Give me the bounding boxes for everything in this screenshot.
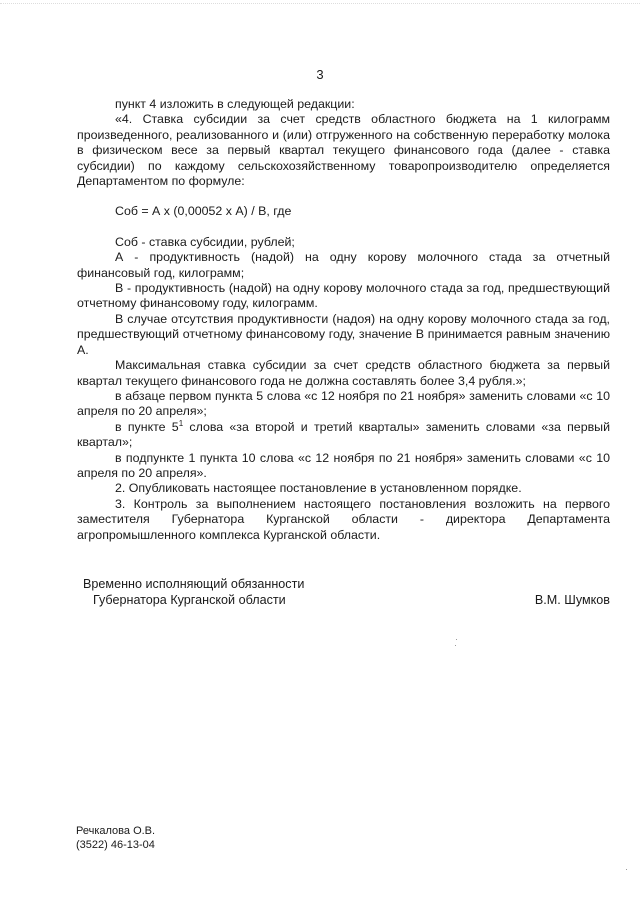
paragraph-item-5: в абзаце первом пункта 5 слова «с 12 ноября по 21 ноября» заменить словами «с 10 апреля по 20 апреля»; bbox=[77, 388, 610, 419]
paragraph-item-4-text: «4. Ставка субсидии за счет средств областного бюджета на 1 килограмм произведенного, реализованного и (или) отгруженного на собственную переработку молока в физическом весе за первый квартал текущего финансового года (далее - ставка субсидии) по каждому сельскохозяйственному товаропроизводителю определяется Департаментом по формуле: bbox=[77, 112, 610, 189]
scan-speck bbox=[456, 639, 457, 640]
scan-speck bbox=[626, 869, 627, 870]
signature-block bbox=[77, 576, 610, 608]
paragraph-item-5-1-end: слова «за второй и третий кварталы» заменить словами «за первый квартал»; bbox=[77, 419, 610, 450]
superscript-1: 1 bbox=[178, 418, 184, 428]
document-body bbox=[77, 97, 610, 543]
definition-sob: Соб - ставка субсидии, рублей; bbox=[115, 234, 295, 249]
page-number: 3 bbox=[316, 67, 324, 82]
signatory-name: В.М. Шумков bbox=[534, 593, 610, 607]
subsidy-formula: Соб = А х (0,00052 х А) / В, где bbox=[115, 204, 292, 219]
contact-block bbox=[76, 824, 155, 852]
paragraph-item-10: в подпункте 1 пункта 10 слова «с 12 ноября по 21 ноября» заменить словами «с 10 апреля по 20 апреля». bbox=[77, 450, 610, 480]
paragraph-item-5-1 bbox=[77, 420, 610, 451]
definition-a: А - продуктивность (надой) на одну корову молочного стада за отчетный финансовый год, килограмм; bbox=[77, 250, 610, 280]
paragraph-item-5-1-start: в пункте 5 bbox=[115, 419, 179, 434]
paragraph-max-rate: Максимальная ставка субсидии за счет средств областного бюджета за первый квартал текущего финансового года не должна составлять более 3,4 рубля.»; bbox=[77, 358, 610, 388]
paragraph-publish: 2. Опубликовать настоящее постановление в установленном порядке. bbox=[115, 481, 522, 496]
contact-name: Речкалова О.В. bbox=[76, 825, 156, 837]
contact-phone: (3522) 46-13-04 bbox=[76, 839, 155, 851]
scan-artifact-top-edge bbox=[0, 3, 640, 8]
paragraph-control: 3. Контроль за выполнением настоящего постановления возложить на первого заместителя Губернатора Курганской области - директора Департамента агропромышленного комплекса Курганской области. bbox=[77, 496, 610, 542]
signatory-title-line-2: Губернатора Курганской области bbox=[93, 593, 286, 607]
signatory-title-line-1: Временно исполняющий обязанности bbox=[83, 577, 305, 591]
paragraph-item-4-intro: пункт 4 изложить в следующей редакции: bbox=[115, 97, 355, 111]
definition-b: В - продуктивность (надой) на одну корову молочного стада за год, предшествующий отчетному финансовому году, килограмм. bbox=[77, 281, 610, 311]
paragraph-no-yield: В случае отсутствия продуктивности (надоя) на одну корову молочного стада за год, предшествующий отчетному финансовому году, значение В принимается равным значению А. bbox=[77, 311, 610, 357]
scan-speck bbox=[455, 645, 456, 646]
